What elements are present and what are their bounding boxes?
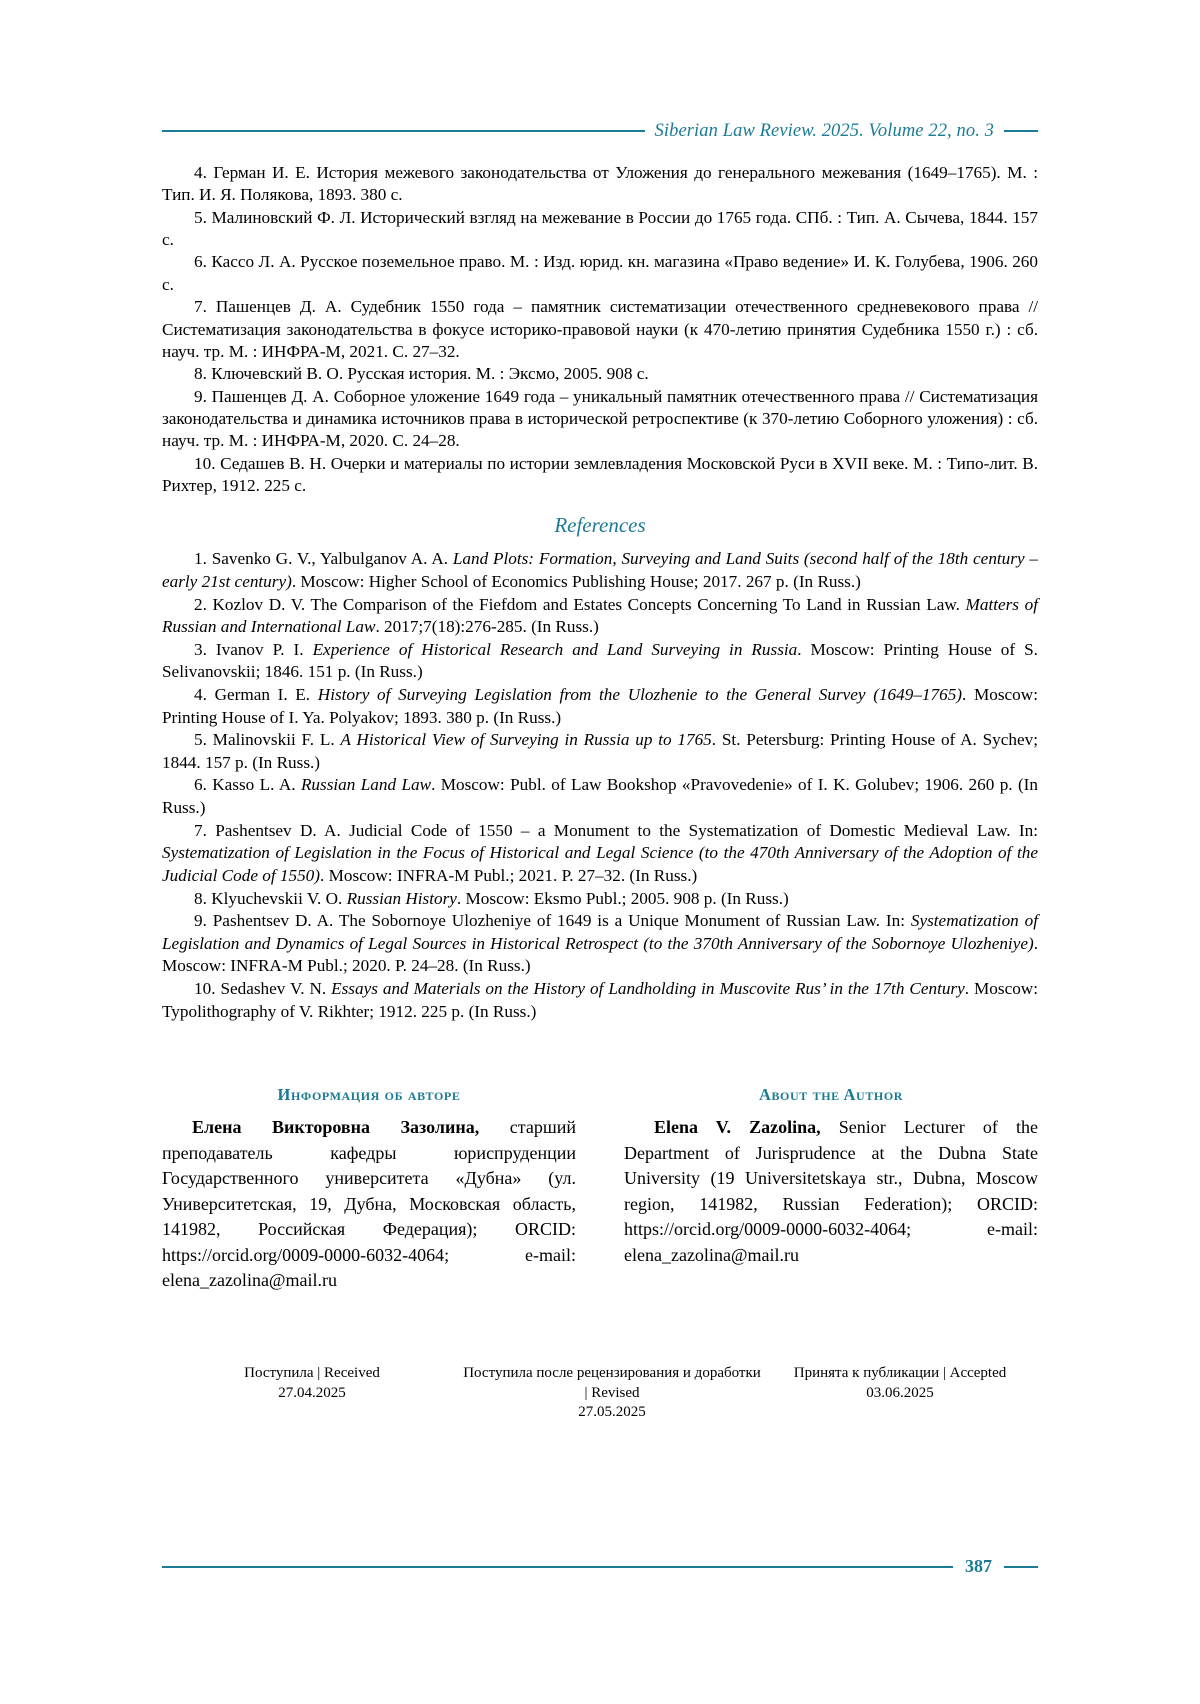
page-number: 387 (965, 1556, 992, 1576)
date-accepted-label: Принята к публикации | Accepted (793, 1365, 1007, 1382)
reference-text-pre: Savenko G. V., Yalbulganov A. A. (206, 549, 453, 569)
reference-number: 9. (194, 911, 207, 931)
reference-title: History of Surveying Legislation from the Ulozhenie to the General Survey (1649–1765) (317, 685, 963, 705)
date-revised-value: 27.05.2025 (578, 1404, 646, 1421)
reference-text-pre: German I. E. (206, 685, 318, 705)
date-accepted-value: 03.06.2025 (866, 1384, 934, 1401)
reference-item (162, 548, 1038, 593)
reference-number: 1. (194, 549, 207, 569)
date-revised (462, 1364, 762, 1423)
reference-text-post: . Moscow: INFRA-M Publ.; 2020. P. 24–28. (In Russ.) (162, 933, 1038, 976)
reference-item (162, 888, 1038, 911)
reference-title: Russian Land Law (300, 775, 432, 795)
reference-item: 4. Герман И. Е. История межевого законодательства от Уложения до генерального межевания (1649–1765). М. : Тип. И. Я. Полякова, 1893. 380 с. (162, 163, 1038, 205)
reference-number: 4. (194, 685, 207, 705)
reference-text-pre: Kasso L. A. (206, 775, 301, 795)
reference-item (162, 594, 1038, 639)
reference-title: Land Plots: Formation, Surveying and Land Suits (second half of the 18th century – early 21st century) (162, 549, 1038, 591)
reference-number: 5. (194, 730, 207, 750)
running-header (162, 118, 1038, 144)
author-info-section (162, 1085, 1038, 1294)
reference-number: 10. (194, 978, 216, 998)
reference-title: Russian History (346, 888, 457, 908)
reference-text-post: . Moscow: INFRA-M Publ.; 2021. P. 27–32. (In Russ.) (320, 865, 698, 885)
english-reference-list (162, 548, 1038, 1023)
date-received (162, 1364, 462, 1423)
reference-item: 6. Кассо Л. А. Русское поземельное право. М. : Изд. юрид. кн. магазина «Право ведение» И. К. Голубева, 1906. 260 с. (162, 252, 1038, 294)
reference-text-pre: Pashentsev D. A. Judicial Code of 1550 – a Monument to the Systematization of Domestic Medieval Law. In: (206, 820, 1038, 840)
reference-title: Systematization of Legislation and Dynamics of Legal Sources in Historical Retrospect (to the 370th Anniversary of the Sobornoye Ulozheniye) (162, 911, 1038, 953)
reference-item: 7. Пашенцев Д. А. Судебник 1550 года – памятник систематизации отечественного средневекового права // Систематизация законодательства в фокусе историко-правовой науки (к 470-летию принятия Судебника 1550 г.) : сб. науч. тр. М. : ИНФРА-М, 2021. С. 27–32. (162, 297, 1038, 361)
author-info-heading-en: About the Author (758, 1085, 904, 1105)
date-received-label: Поступила | Received (244, 1365, 380, 1382)
reference-number: 6. (194, 775, 207, 795)
reference-title: Essays and Materials on the History of Landholding in Muscovite Rus’ in the 17th Century (331, 978, 965, 998)
reference-text-post: . Moscow: Eksmo Publ.; 2005. 908 p. (In Russ.) (456, 888, 789, 908)
date-received-value: 27.04.2025 (278, 1384, 346, 1401)
header-rule-left (162, 130, 645, 132)
reference-item (162, 729, 1038, 774)
reference-title: A Historical View of Surveying in Russia up to 1765 (340, 730, 712, 750)
reference-text-pre: Kozlov D. V. The Comparison of the Fiefdom and Estates Concepts Concerning To Land in Russian Law. (206, 594, 966, 614)
author-name-ru: Елена Викторовна Зазолина, (192, 1117, 480, 1138)
reference-text-pre: Klyuchevskii V. O. (206, 888, 347, 908)
reference-text-post: . Moscow: Printing House of S. Selivanovskii; 1846. 151 p. (In Russ.) (162, 639, 1038, 682)
reference-text-post: . Moscow: Typolithography of V. Rikhter; 1912. 225 p. (In Russ.) (162, 978, 1038, 1021)
page-footer (162, 1556, 1038, 1577)
reference-text-post: . Moscow: Printing House of I. Ya. Polyakov; 1893. 380 p. (In Russ.) (162, 685, 1038, 727)
references-heading: References (554, 513, 646, 538)
reference-text-post: . Moscow: Higher School of Economics Publishing House; 2017. 267 p. (In Russ.) (291, 572, 861, 591)
reference-text-pre: Ivanov P. I. (206, 639, 313, 659)
author-details-en: Senior Lecturer of the Department of Jurisprudence at the Dubna State University (19 Universitetskaya str., Dubna, Moscow region, 141982, Russian Federation); ORCID: https://orcid.org/0009-0000-6032-4064; e-mail: elena_zazolina@mail.ru (624, 1117, 1038, 1265)
reference-number: 7. (194, 820, 207, 840)
journal-title: Siberian Law Review. 2025. Volume 22, no. 3 (654, 120, 994, 141)
reference-item (162, 820, 1038, 888)
author-info-russian (162, 1085, 576, 1294)
reference-text-pre: Malinovskii F. L. (206, 730, 341, 750)
reference-text-post: . 2017;7(18):276-285. (In Russ.) (375, 617, 599, 637)
reference-item (162, 978, 1038, 1023)
reference-item (162, 684, 1038, 729)
reference-text-pre: Pashentsev D. A. The Sobornoye Ulozheniye of 1649 is a Unique Monument of Russian Law. In: (206, 911, 911, 931)
reference-title: Experience of Historical Research and Land Surveying in Russia (312, 639, 798, 659)
reference-item (162, 774, 1038, 819)
reference-text-pre: Sedashev V. N. (215, 978, 332, 998)
russian-reference-list (162, 162, 1038, 497)
reference-item (162, 910, 1038, 978)
reference-item: 5. Малиновский Ф. Л. Исторический взгляд на межевание в России до 1765 года. СПб. : Тип. А. Сычева, 1844. 157 с. (162, 207, 1038, 250)
publication-dates (162, 1364, 1038, 1423)
author-info-body-ru (162, 1115, 576, 1294)
author-details-ru: старший преподаватель кафедры юриспруденции Государственного университета «Дубна» (ул. Университетская, 19, Дубна, Московская область, 141982, Российская Федерация); ORCID: https://orcid.org/0009-0000-6032-4064; e-mail: elena_zazolina@mail.ru (162, 1117, 576, 1291)
reference-number: 2. (194, 594, 207, 614)
reference-text-post: . Moscow: Publ. of Law Bookshop «Pravovedenie» of I. K. Golubev; 1906. 260 p. (In Russ.) (162, 775, 1038, 818)
author-name-en: Elena V. Zazolina, (654, 1117, 821, 1138)
page-content (162, 118, 1038, 1423)
header-rule-right (1004, 130, 1038, 132)
date-revised-label: Поступила после рецензирования и доработки | Revised (463, 1365, 761, 1401)
footer-rule-right (1004, 1566, 1038, 1568)
author-info-english (624, 1085, 1038, 1294)
reference-title: Matters of Russian and International Law (162, 594, 1038, 637)
reference-title: Systematization of Legislation in the Focus of Historical and Legal Science (to the 470th Anniversary of the Adoption of the Judicial Code of 1550) (162, 843, 1038, 885)
reference-item: 10. Седашев В. Н. Очерки и материалы по истории землевладения Московской Руси в XVII веке. М. : Типо-лит. В. Рихтер, 1912. 225 с. (162, 453, 1038, 496)
author-info-heading-ru: Информация об авторе (277, 1085, 461, 1105)
reference-item: 8. Ключевский В. О. Русская история. М. : Эксмо, 2005. 908 с. (194, 364, 649, 384)
reference-text-post: . St. Petersburg: Printing House of A. Sychev; 1844. 157 p. (In Russ.) (162, 730, 1038, 772)
reference-item (162, 639, 1038, 684)
author-info-body-en (624, 1115, 1038, 1268)
reference-number: 8. (194, 888, 207, 908)
reference-item: 9. Пашенцев Д. А. Соборное уложение 1649 года – уникальный памятник отечественного права // Систематизация законодательства и динамика источников права в исторической ретроспективе (к 370-летию Соборного уложения) : сб. науч. тр. М. : ИНФРА-М, 2020. С. 24–28. (162, 386, 1038, 451)
reference-number: 3. (194, 639, 207, 659)
date-accepted (762, 1364, 1038, 1423)
footer-rule-left (162, 1566, 953, 1568)
